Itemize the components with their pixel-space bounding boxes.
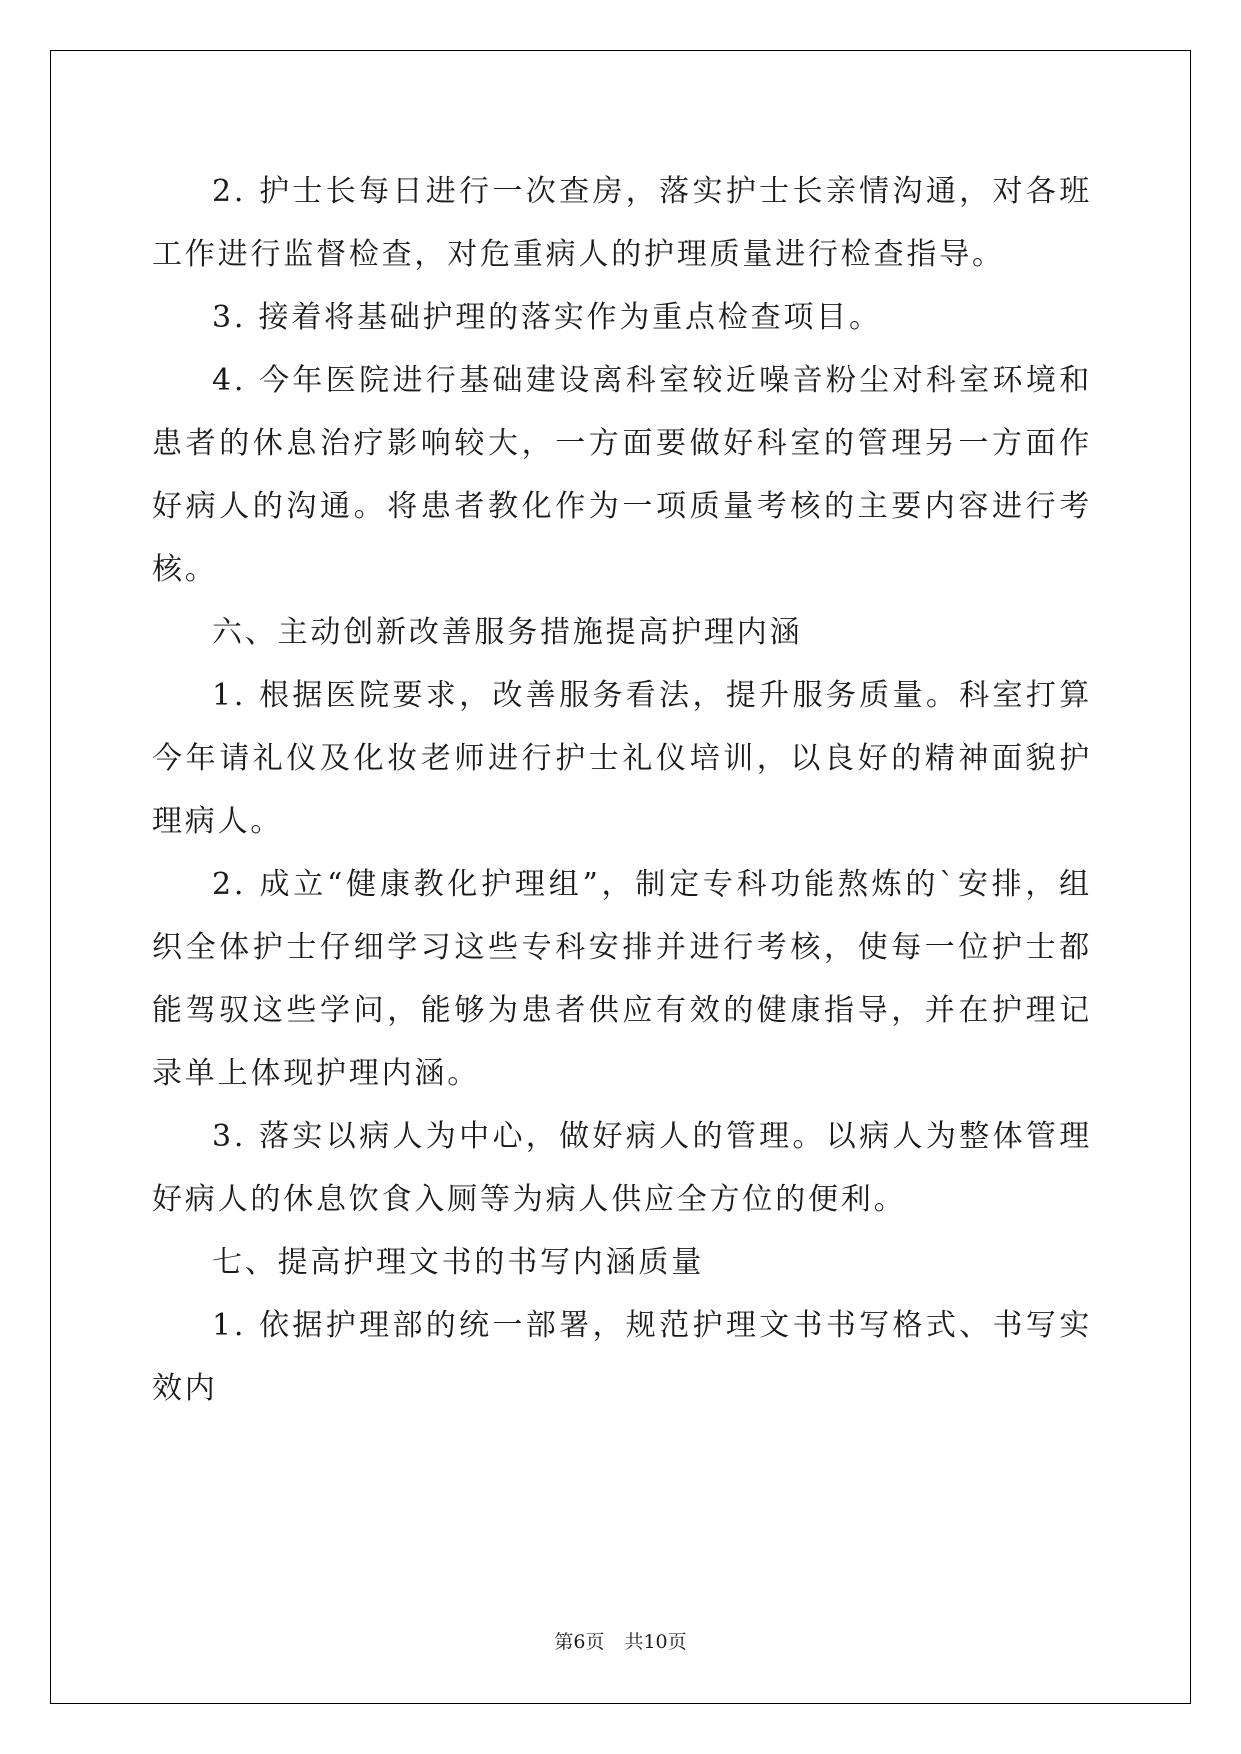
paragraph: 2. 护士长每日进行一次查房，落实护士长亲情沟通，对各班工作进行监督检查，对危重病人的护理质量进行检查指导。 xyxy=(152,174,1092,272)
paragraph: 1. 依据护理部的统一部署，规范护理文书书写格式、书写实效内 xyxy=(152,1308,1092,1406)
document-body xyxy=(152,160,1092,1420)
section-heading: 六、主动创新改善服务措施提高护理内涵 xyxy=(212,615,803,650)
section-heading: 七、提高护理文书的书写内涵质量 xyxy=(212,1245,704,1280)
paragraph: 3. 落实以病人为中心，做好病人的管理。以病人为整体管理好病人的休息饮食入厕等为病人供应全方位的便利。 xyxy=(152,1119,1092,1217)
paragraph: 1. 根据医院要求，改善服务看法，提升服务质量。科室打算今年请礼仪及化妆老师进行护士礼仪培训，以良好的精神面貌护理病人。 xyxy=(152,678,1092,839)
page-number: 第6页 xyxy=(554,1631,605,1653)
paragraph: 2. 成立“健康教化护理组”，制定专科功能熬炼的`安排，组织全体护士仔细学习这些专科安排并进行考核，使每一位护士都能驾驭这些学问，能够为患者供应有效的健康指导，并在护理记录单上体现护理内涵。 xyxy=(152,867,1092,1091)
page-total: 共10页 xyxy=(624,1631,687,1653)
paragraph: 3. 接着将基础护理的落实作为重点检查项目。 xyxy=(212,300,882,335)
paragraph: 4. 今年医院进行基础建设离科室较近噪音粉尘对科室环境和患者的休息治疗影响较大，一方面要做好科室的管理另一方面作好病人的沟通。将患者教化作为一项质量考核的主要内容进行考核。 xyxy=(152,363,1092,587)
page-footer xyxy=(0,1627,1241,1654)
